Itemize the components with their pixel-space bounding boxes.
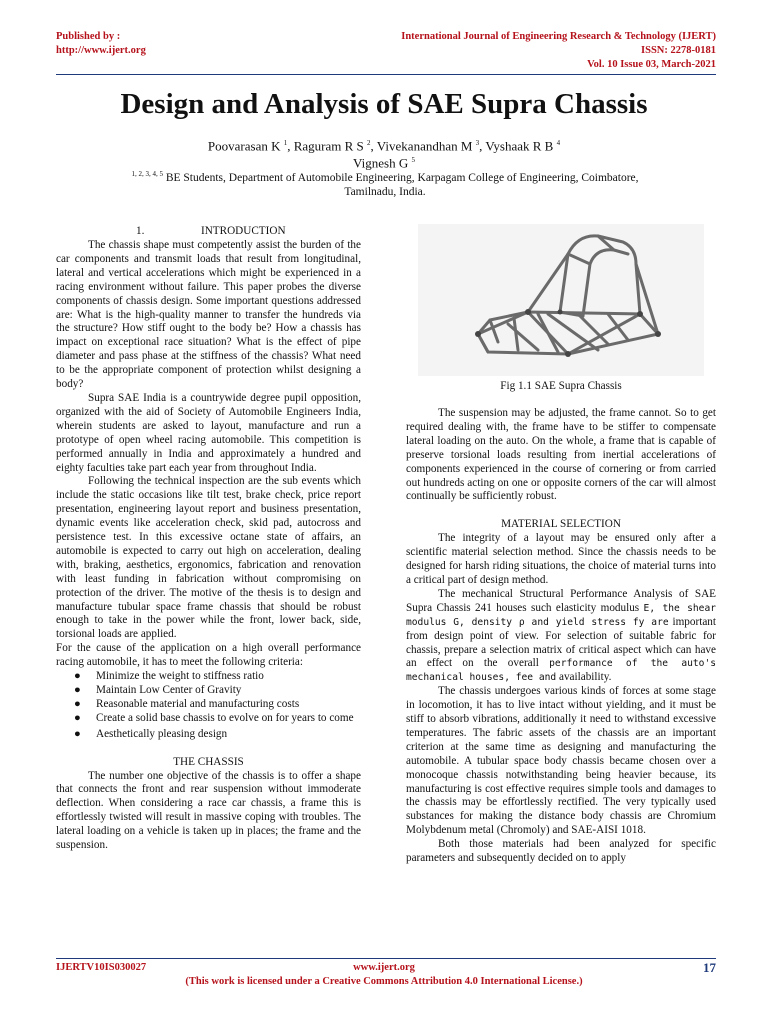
publisher-label: Published by :	[56, 31, 121, 42]
author-list	[0, 136, 768, 171]
criteria-list	[56, 670, 361, 742]
page-header	[56, 30, 716, 76]
material-paragraph-1: The integrity of a layout may be ensured only after a scientific material selection method. Since the chassis needs to be designed for harsh riding situations, the choice of material turns into a critical part of design method.	[406, 532, 716, 586]
material-properties-line: E, the shear modulus G, density ρ and yield stress fy are	[406, 602, 717, 628]
section-heading-material-selection: MATERIAL SELECTION	[501, 518, 621, 531]
journal-name: International Journal of Engineering Research & Technology (IJERT)	[401, 31, 716, 42]
journal-block	[401, 30, 716, 72]
list-item: ● Maintain Low Center of Gravity	[74, 684, 242, 696]
affiliation-superscripts: 1, 2, 3, 4, 5	[131, 170, 163, 178]
material-performance-line: performance of the auto's mechanical houses, fee and	[406, 658, 716, 684]
intro-paragraph-1: The chassis shape must competently assist the burden of the car components and transmit loads that result from longitudinal, lateral and vertical accelerations which might be experienced in a racing environment without failure. This paper probes the diverse components of chassis design. Some important questions addressed are: What is the high-quality manner to transfer the hundreds via the structure? How stiff ought to the body be? How a chassis has impact on exceptional race situation? What is the effect of pipe diameter and pass phase at the stiffness of the chassis? What need to be the appropriate component of protection whilst designing a body?	[56, 239, 361, 391]
issn: ISSN: 2278-0181	[641, 45, 716, 56]
affiliation-text: BE Students, Department of Automobile Engineering, Karpagam College of Engineering, Coimbatore,	[162, 171, 639, 184]
material-paragraph-4: Both those materials had been analyzed for specific parameters and subsequently decided on to apply	[406, 838, 716, 865]
list-item: ● Create a solid base chassis to evolve on for years to come	[74, 711, 354, 724]
publisher-block	[56, 30, 146, 58]
footer-divider	[56, 958, 716, 959]
material-paragraph-2: The mechanical Structural Performance Analysis of SAE Supra Chassis 241 houses such elasticity modulus E, the shear modulus G, density ρ and yield stress fy are important from design point of view. For selection of suitable fabric for chassis, prepare a selection matrix of critical aspect which can have an effect on the overall performance of the auto's mechanical houses, fee and availability.	[406, 587, 717, 684]
bullet-icon: ●	[74, 670, 81, 683]
page-number: 17	[703, 960, 716, 975]
authors-line-2: Vignesh G $^5$	[353, 155, 415, 171]
list-item: ● Minimize the weight to stiffness ratio	[74, 670, 264, 683]
bullet-icon: ●	[74, 727, 81, 740]
section-heading-chassis: THE CHASSIS	[173, 755, 244, 768]
publisher-url-link[interactable]: http://www.ijert.org	[56, 45, 146, 56]
chassis-paragraph: The number one objective of the chassis is to offer a shape that connects the front and rear suspension without immoderate deflection. When considering a race car chassis, a frame this is effortlessly twisted will result in massive coping with troubles. The lateral loading on a vehicle is taken up in places; the frame and the suspension.	[56, 769, 361, 852]
list-item: ● Reasonable material and manufacturing costs	[74, 697, 300, 710]
chassis-frame-icon	[418, 224, 704, 376]
left-column	[56, 225, 361, 853]
figure-caption: Fig 1.1 SAE Supra Chassis	[500, 380, 622, 392]
header-divider	[56, 74, 716, 75]
affiliation-line-2: Tamilnadu, India.	[344, 185, 426, 198]
intro-paragraph-3: Following the technical inspection are the sub events which include the static occasions like tilt test, brake check, price report presentation, engineering layout report and business presentation, dynamic events like acceleration check, skid pad, autocross and persistence test. In this excessive octane state of affairs, an automobile is expected to carry out high on acceleration, dealing with, braking, aesthetics, ergonomics, fabrication and renovation with least funding in fabrication without compromising on protection of the driver. The motive of the thesis is to design and manufacture tubular space frame chassis that should be robust enough to take in the power while the front, lower back, side, torsional loads are applied.	[56, 475, 361, 641]
bullet-icon: ●	[74, 697, 81, 710]
right-column	[406, 407, 716, 866]
suspension-paragraph: The suspension may be adjusted, the frame cannot. So to get required dealing with, the frame have to be stiffer to compensate lateral loading on the auto. On the whole, a frame that is capable of preserve torsional loads resulting from inertial accelerations of components experienced in the course of cornering or from carried out hundreds acting on one or opposite corners of the car will almost continually be sufficiently robust.	[406, 407, 716, 503]
chassis-figure	[418, 224, 704, 376]
section-heading-introduction	[56, 225, 361, 239]
paper-title: Design and Analysis of SAE Supra Chassis	[120, 88, 648, 120]
section-number: 1.	[136, 225, 145, 237]
volume-issue: Vol. 10 Issue 03, March-2021	[587, 59, 716, 70]
authors-line-1: Poovarasan K $^1$, Raguram R S $^2$, Vivekanandhan M $^3$, Vyshaak R B $^4$	[207, 138, 561, 154]
bullet-icon: ●	[74, 711, 81, 724]
footer-site-link[interactable]: www.ijert.org	[353, 962, 415, 973]
license-notice: (This work is licensed under a Creative Commons Attribution 4.0 International License.)	[185, 976, 583, 987]
list-item: ● Aesthetically pleasing design	[74, 727, 228, 740]
paper-id: IJERTV10IS030027	[56, 962, 147, 973]
intro-paragraph-4: For the cause of the application on a high overall performance racing automobile, it has to meet the following criteria:	[56, 642, 361, 669]
affiliation	[70, 167, 700, 199]
section-title: INTRODUCTION	[201, 225, 286, 237]
intro-paragraph-2: Supra SAE India is a countrywide degree pupil opposition, organized with the aid of Society of Automobile Engineers India, wherein students are asked to layout, manufacture and run a prototype of open wheel racing automobile. This competition is performed annually in India and approximately a hundred and eighty faculties take part each year from throughout India.	[56, 391, 361, 474]
bullet-icon: ●	[74, 684, 81, 696]
material-paragraph-3: The chassis undergoes various kinds of forces at some stage in locomotion, it has to live intact without yielding, and it must be stiff to absorb vibrations, additionally it need to withstand excessive temperatures. The fabric assets of the chassis are an important criterion at the same time as designing and manufacturing the automobile. A tubular space body chassis became chosen over a monocoque chassis notwithstanding being heavier because, its manufacturing is cost effective requires simple tools and damages to the chassis may be effortlessly rectified. The very typically used substances for making the distance body chassis are Chromium Molybdenum metal (Chromoly) and SAE-AISI 1018.	[406, 685, 716, 837]
